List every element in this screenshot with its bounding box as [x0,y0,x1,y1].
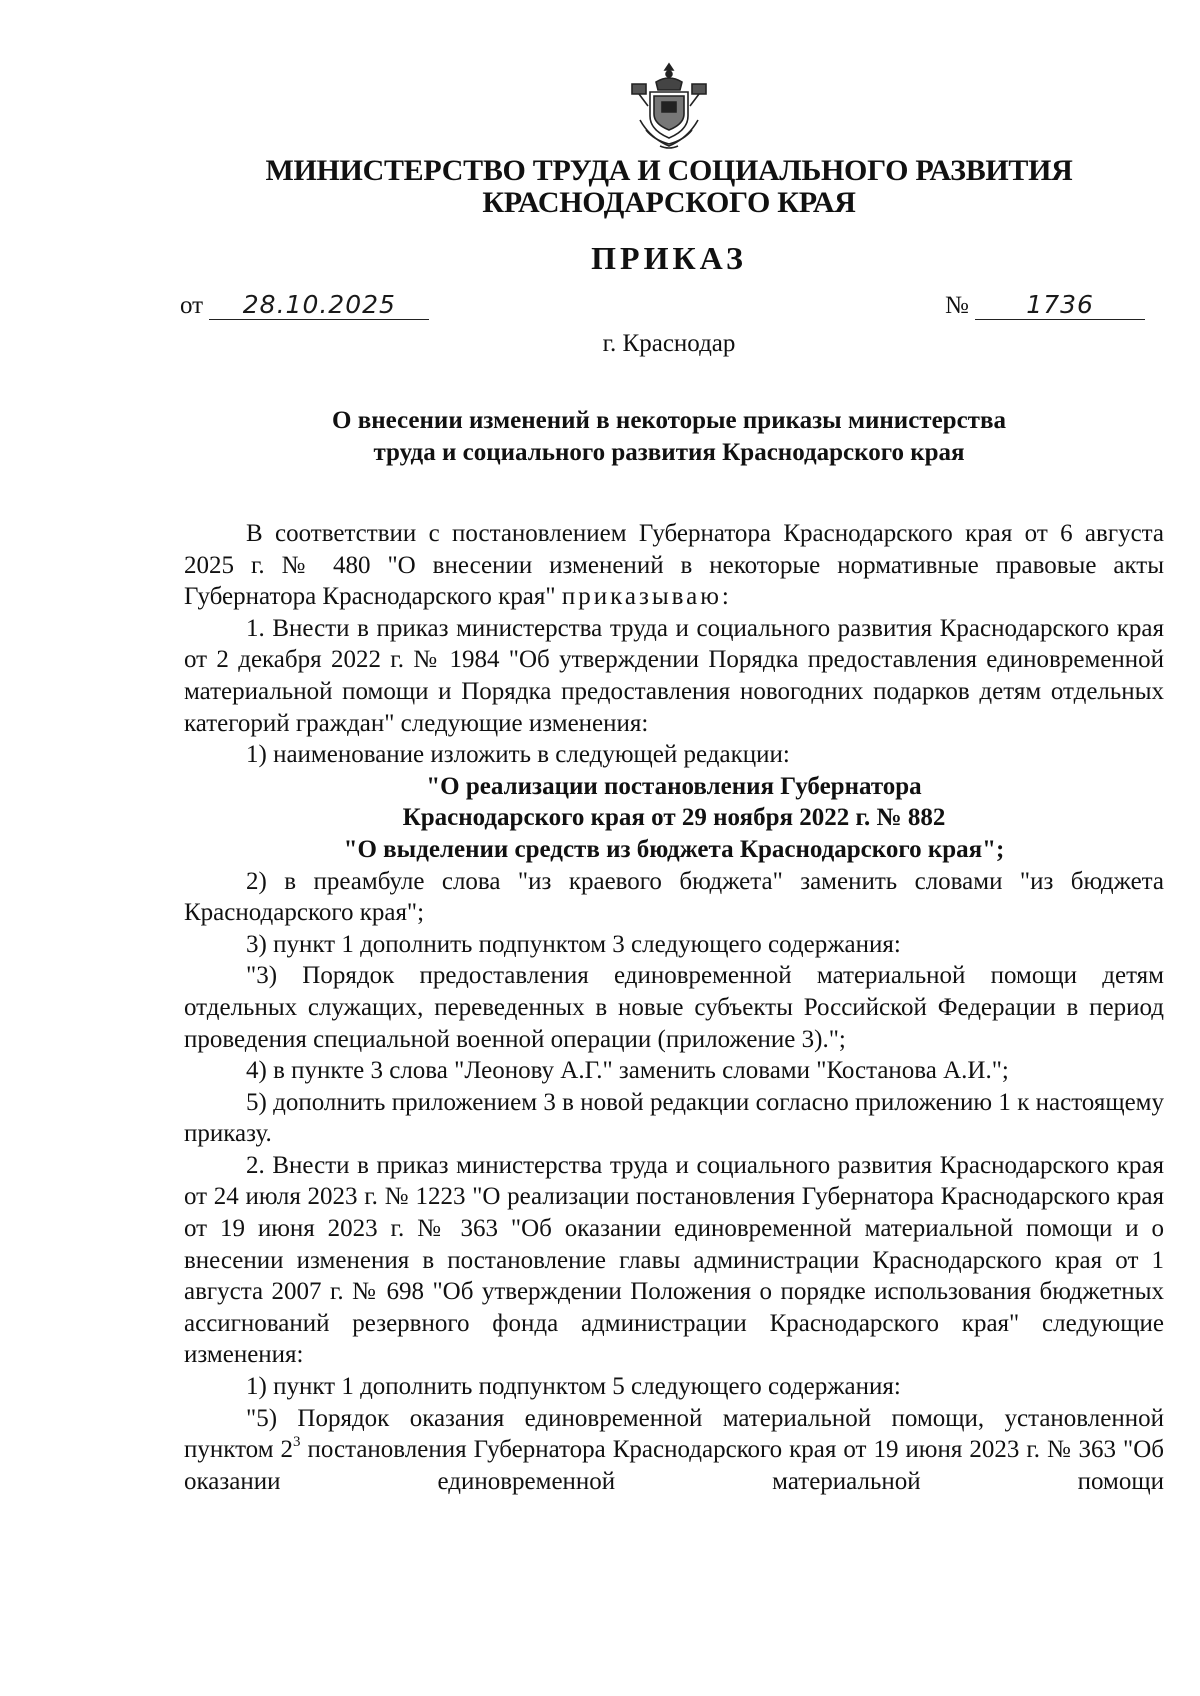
item-5-text-start: "5) Порядок оказания единовременной материальной помощи, установленной пунктом 2 [184,1404,1164,1464]
order-body [184,518,1164,1497]
order-date-row [180,290,429,320]
paragraph-item-1: 1. Внести в приказ министерства труда и социального развития Краснодарского края от 2 декабря 2022 г. № 1984 "Об утверждении Порядка предоставления единовременной материальной помощи и Порядка предоставления новогодних подарков детям отдельных категорий граждан" следующие изменения: [184,614,1164,737]
number-prefix: № [945,292,969,319]
paragraph-item-2-1: 1) пункт 1 дополнить подпунктом 5 следующего содержания: [246,1373,901,1401]
order-title: ПРИКАЗ [591,240,747,276]
quoted-title-line-1: "О реализации постановления Губернатора [426,772,922,800]
paragraph-preamble [184,518,1164,613]
ministry-name [0,155,1200,219]
handwritten-date: 28.10.2025 [209,290,429,320]
quoted-title-line-3: "О выделении средств из бюджета Краснодарского края"; [343,835,1005,863]
paragraph-item-1-2: 2) в преамбуле слова "из краевого бюджета" заменить словами "из бюджета Краснодарского края"; [184,867,1164,927]
krasnodar-coat-of-arms-icon [626,60,712,152]
ministry-line-2: КРАСНОДАРСКОГО КРАЯ [482,186,856,219]
subject-line-2: труда и социального развития Краснодарского края [373,439,965,466]
command-word: приказываю: [561,583,732,611]
preamble-text: В соответствии с постановлением Губернатора Краснодарского края от 6 августа 2025 г. № 480 "О внесении изменений в некоторые нормативные правовые акты Губернатора Краснодарского края" [184,520,1164,611]
city: г. Краснодар [602,330,736,357]
quoted-title [184,771,1164,866]
paragraph-item-1-4: 4) в пункте 3 слова "Леонову А.Г." заменить словами "Костанова А.И."; [246,1057,1009,1085]
order-number-row [945,290,1145,320]
paragraph-item-1-1: 1) наименование изложить в следующей редакции: [246,741,790,769]
order-subject [0,405,1200,469]
ministry-line-1: МИНИСТЕРСТВО ТРУДА И СОЦИАЛЬНОГО РАЗВИТИЯ [265,154,1073,187]
date-prefix: от [180,292,204,319]
paragraph-item-1-5: 5) дополнить приложением 3 в новой редакции согласно приложению 1 к настоящему приказу. [184,1088,1164,1148]
paragraph-item-2-1-text [184,1403,1164,1498]
quoted-title-line-2: Краснодарского края от 29 ноября 2022 г. № 882 [402,804,946,832]
handwritten-number: 1736 [975,290,1145,320]
paragraph-item-1-3-text: "3) Порядок предоставления единовременной материальной помощи детям отдельных служащих, переведенных в новые субъекты Российской Федерации в период проведения специальной военной операции (приложение 3)."; [184,962,1164,1053]
superscript-3: 3 [293,1433,301,1450]
item-5-text-end: постановления Губернатора Краснодарского края от 19 июня 2023 г. № 363 "Об оказании единовременной материальной помощи [184,1436,1164,1495]
paragraph-item-2: 2. Внести в приказ министерства труда и социального развития Краснодарского края от 24 июля 2023 г. № 1223 "О реализации постановления Губернатора Краснодарского края от 19 июня 2023 г. № 363 "Об оказании единовременной материальной помощи и о внесении изменения в постановление главы администрации Краснодарского края от 1 августа 2007 г. № 698 "Об утверждении Положения о порядке использования бюджетных ассигнований резервного фонда администрации Краснодарского края" следующие изменения: [184,1151,1164,1369]
subject-line-1: О внесении изменений в некоторые приказы министерства [332,407,1006,434]
paragraph-item-1-3: 3) пункт 1 дополнить подпунктом 3 следующего содержания: [246,930,901,958]
